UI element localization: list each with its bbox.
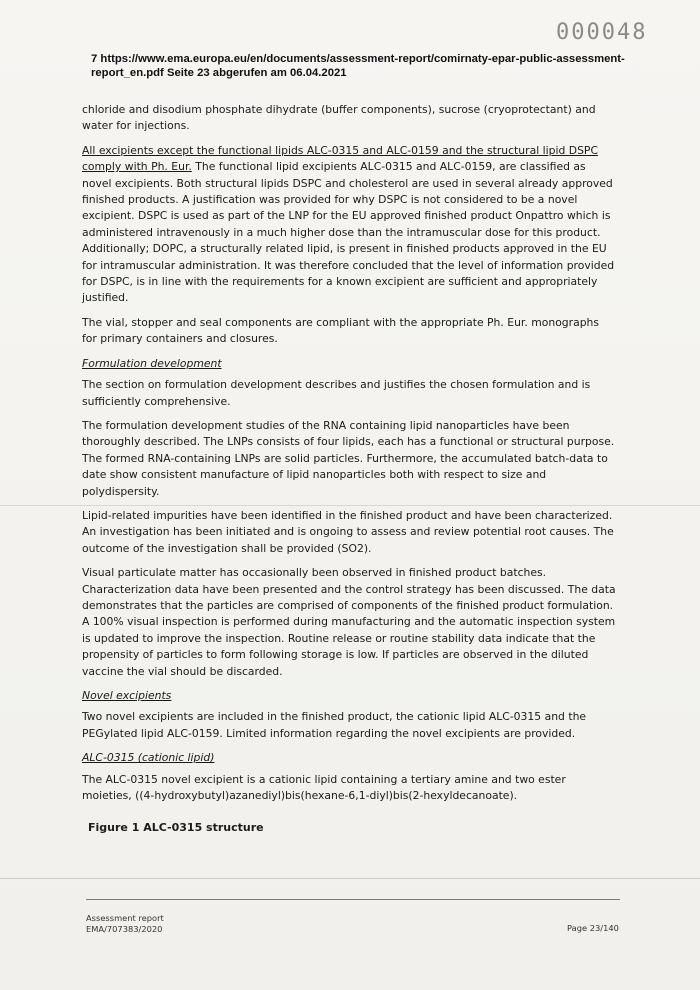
paragraph-text: The functional lipid excipients ALC-0315 and ALC-0159, are classified as novel excipients. Both structural lipids DSPC and cholesterol are used in several already approved finished products. A justification was provided for why DSPC is not considered to be a novel excipient. DSPC is used as part of the LNP for the EU approved finished product Onpattro which is administered intravenously in a much higher dose than the intramuscular dose for this product. Additionally; DOPC, a structurally related lipid, is present in finished products approved in the EU for intramuscular administration. It was therefore concluded that the level of information provided for DSPC, is in line with the requirements for a known excipient are sufficient and appropriately justified. (82, 160, 615, 305)
body-text (82, 102, 617, 812)
footer-report-id: EMA/707383/2020 (86, 924, 163, 934)
paragraph-excipients (82, 143, 617, 307)
scan-edge-line (0, 878, 700, 879)
footer-rule (86, 899, 620, 900)
footer-page-number: Page 23/140 (567, 923, 619, 933)
section-heading-alc-0315: ALC-0315 (cationic lipid) (82, 751, 215, 765)
underlined-statement: All excipients except the functional lipids ALC-0315 and ALC-0159 and the structural lipid DSPC comply with Ph. Eur. (82, 143, 598, 174)
section-heading-formulation: Formulation development (82, 356, 222, 370)
paragraph: The section on formulation development describes and justifies the chosen formulation and is sufficiently comprehensive. (82, 378, 591, 408)
section-heading-novel-excipients: Novel excipients (82, 689, 172, 702)
paragraph: The formulation development studies of the RNA containing lipid nanoparticles have been thoroughly described. The LNPs consists of four lipids, each has a functional or structural purpose. The formed RNA-containing LNPs are solid particles. Furthermore, the accumulated batch-data to date show consistent manufacture of lipid nanoparticles both with respect to size and polydispersity. (82, 418, 615, 498)
source-url-note: 7 https://www.ema.europa.eu/en/documents/assessment-report/comirnaty-epar-public-assessment-report_en.pdf Seite 23 abgerufen am 06.04.2021 (91, 53, 625, 79)
paragraph: Two novel excipients are included in the finished product, the cationic lipid ALC-0315 and the PEGylated lipid ALC-0159. Limited information regarding the novel excipients are provided. (82, 710, 587, 740)
paragraph: The vial, stopper and seal components are compliant with the appropriate Ph. Eur. monographs for primary containers and closures. (82, 315, 600, 346)
footer-report-info (86, 913, 164, 935)
page-stamp-number: 000048 (556, 20, 648, 45)
paragraph: chloride and disodium phosphate dihydrate (buffer components), sucrose (cryoprotectant) and water for injections. (82, 103, 596, 133)
paragraph: Visual particulate matter has occasionally been observed in finished product batches. Characterization data have been presented and the control strategy has been discussed. The data demonstrates that the particles are comprised of components of the finished product formulation. A 100% visual inspection is performed during manufacturing and the automatic inspection system is updated to improve the inspection. Routine release or routine stability data indicate that the propensity of particles to form following storage is low. If particles are observed in the diluted vaccine the vial should be discarded. (82, 566, 616, 678)
figure-caption: Figure 1 ALC-0315 structure (88, 821, 264, 834)
footer-report-title: Assessment report (86, 913, 164, 923)
paragraph: Lipid-related impurities have been identified in the finished product and have been characterized. An investigation has been initiated and is ongoing to assess and review potential root causes. The outcome of the investigation shall be provided (SO2). (82, 508, 614, 555)
paragraph: The ALC-0315 novel excipient is a cationic lipid containing a tertiary amine and two ester moieties, ((4-hydroxybutyl)azanediyl)bis(hexane-6,1-diyl)bis(2-hexyldecanoate). (82, 772, 566, 803)
